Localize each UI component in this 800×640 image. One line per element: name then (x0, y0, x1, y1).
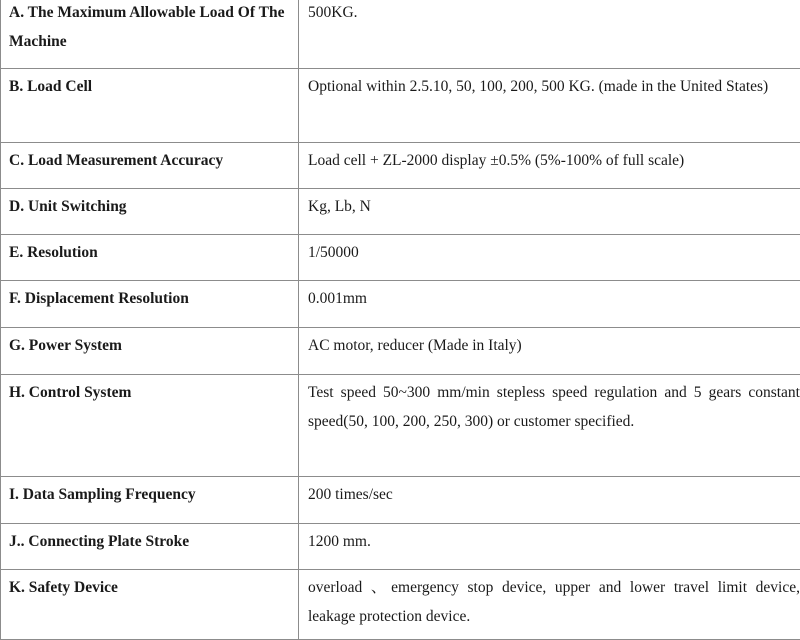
spec-label-unit-switching: D. Unit Switching (1, 189, 299, 235)
table-row (1, 375, 800, 477)
spec-value-plate-stroke: 1200 mm. (299, 524, 800, 570)
spec-value-max-load: 500KG. (299, 0, 800, 69)
table-row (1, 189, 800, 235)
table-row (1, 0, 800, 69)
table-row (1, 69, 800, 143)
spec-label-sampling-frequency: I. Data Sampling Frequency (1, 477, 299, 524)
spec-value-resolution: 1/50000 (299, 235, 800, 281)
spec-value-safety-device: overload 、emergency stop device, upper and lower travel limit device, leakage protection device. (299, 570, 800, 640)
spec-value-sampling-frequency: 200 times/sec (299, 477, 800, 524)
spec-value-load-cell: Optional within 2.5.10, 50, 100, 200, 500 KG. (made in the United States) (299, 69, 800, 143)
spec-value-unit-switching: Kg, Lb, N (299, 189, 800, 235)
spec-value-accuracy: Load cell + ZL-2000 display ±0.5% (5%-100% of full scale) (299, 143, 800, 189)
table-row (1, 524, 800, 570)
spec-value-power-system: AC motor, reducer (Made in Italy) (299, 328, 800, 375)
table-row (1, 281, 800, 328)
table-row (1, 328, 800, 375)
spec-label-plate-stroke: J.. Connecting Plate Stroke (1, 524, 299, 570)
spec-label-safety-device: K. Safety Device (1, 570, 299, 640)
spec-label-displacement-resolution: F. Displacement Resolution (1, 281, 299, 328)
spec-label-max-load: A. The Maximum Allowable Load Of The Machine (1, 0, 299, 69)
table-row (1, 235, 800, 281)
spec-label-power-system: G. Power System (1, 328, 299, 375)
spec-value-displacement-resolution: 0.001mm (299, 281, 800, 328)
spec-label-accuracy: C. Load Measurement Accuracy (1, 143, 299, 189)
spec-value-control-system: Test speed 50~300 mm/min stepless speed regulation and 5 gears constant speed(50, 100, 200, 250, 300) or customer specified. (299, 375, 800, 477)
table-row (1, 570, 800, 640)
spec-label-load-cell: B. Load Cell (1, 69, 299, 143)
spec-label-control-system: H. Control System (1, 375, 299, 477)
table-row (1, 477, 800, 524)
spec-label-resolution: E. Resolution (1, 235, 299, 281)
table-row (1, 143, 800, 189)
